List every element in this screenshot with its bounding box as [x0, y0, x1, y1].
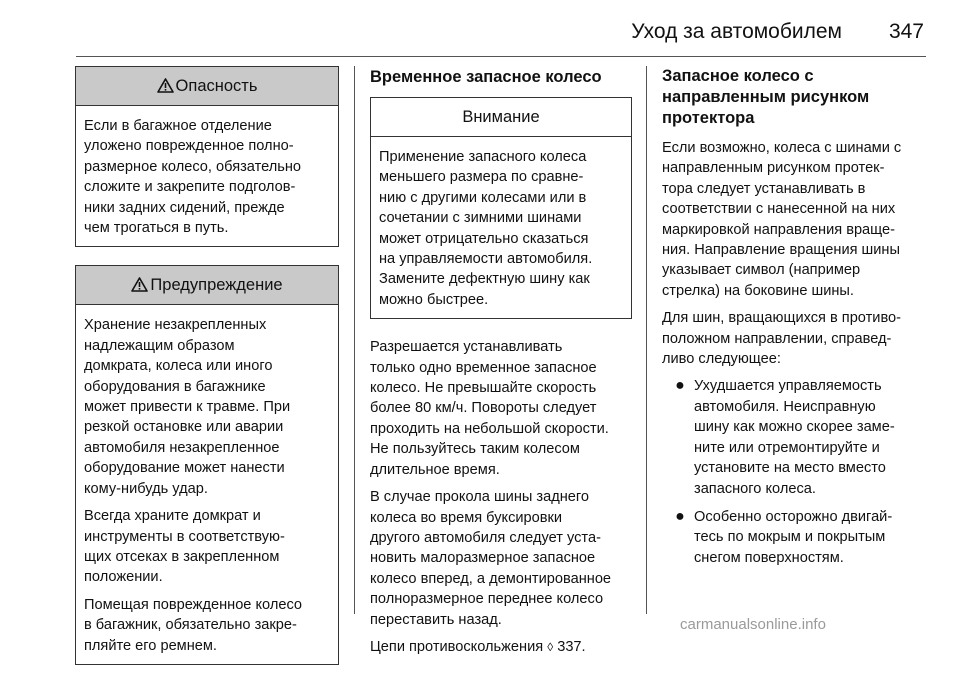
warning-box-body: [76, 305, 338, 664]
section-title-directional-spare: Запасное колесо с направленным рисунком протектора: [662, 67, 870, 127]
warning-paragraph-2: Всегда храните домкрат и инструменты в соответствую- щих отсеках в закрепленном положении.: [84, 508, 285, 586]
list-item: [662, 376, 926, 498]
warning-box: [75, 265, 339, 665]
warning-paragraph-1: Хранение незакрепленных надлежащим образом домкрата, колеса или иного оборудования в багажнике может привести к травме. При резкой остановке или аварии автомобиля незакрепленное оборудование может нанести кому-нибудь удар.: [84, 317, 291, 497]
column-2: [370, 66, 632, 664]
body-paragraph-3: Если возможно, колеса с шинами с направленным рисунком протек- тора следует устанавливать в соответствии с нанесенной на них маркировкой направления враще- ния. Направление вращения шины указывает символ (например стрелка) на боковине шины.: [662, 140, 902, 299]
warning-paragraph-3: Помещая поврежденное колесо в багажник, обязательно закре- пляйте его ремнем.: [84, 596, 303, 654]
attention-box: [370, 97, 632, 319]
chains-page-link[interactable]: 337.: [557, 638, 586, 655]
danger-box-header: [76, 67, 338, 106]
body-paragraph-4: Для шин, вращающихся в противо- положном направлении, справед- ливо следующее:: [662, 310, 902, 368]
body-paragraph-2: В случае прокола шины заднего колеса во время буксировки другого автомобиля следует уста- новить малоразмерное запасное колесо вперед, а демонтированное полноразмерное переднее колесо переставить назад.: [370, 489, 612, 628]
column-1: [75, 66, 339, 683]
chains-text: Цепи противоскольжения: [370, 638, 544, 655]
list-item-text: Особенно осторожно двигай- тесь по мокрым и покрытым снегом поверхностям.: [694, 508, 893, 566]
bullet-icon: ●: [675, 377, 685, 395]
danger-box-body: [76, 106, 338, 246]
attention-box-body: [371, 137, 631, 318]
watermark: carmanualsonline.info: [680, 616, 826, 633]
attention-paragraph: Применение запасного колеса меньшего размера по сравне- нию с другими колесами или в сочетании с зимними шинами может отрицательно сказаться на управляемости автомобиля. Замените дефектную шину как можно быстрее.: [379, 149, 593, 308]
attention-box-header: Внимание: [371, 98, 631, 137]
danger-paragraph: Если в багажное отделение уложено поврежденное полно- размерное колесо, обязательно сложите и закрепите подголов- ники задних сидений, прежде чем трогаться в путь.: [84, 118, 302, 237]
column-divider-2: [646, 66, 647, 614]
list-item-text: Ухудшается управляемость автомобиля. Неисправную шину как можно скорее заме- ните или отремонтируйте и установите на место вместо запасного колеса.: [694, 378, 895, 497]
list-item: [662, 507, 926, 568]
warning-title: Предупреждение: [150, 276, 283, 295]
page-title: Уход за автомобилем: [631, 20, 842, 43]
column-divider-1: [354, 66, 355, 614]
danger-box: [75, 66, 339, 247]
warning-triangle-icon: [131, 277, 148, 292]
header-rule: [76, 56, 926, 57]
chains-reference: [370, 637, 632, 657]
bullet-icon: ●: [675, 507, 685, 525]
column-3: [662, 66, 926, 576]
body-paragraph-1: Разрешается устанавливать только одно временное запасное колесо. Не превышайте скорость более 80 км/ч. Повороты следует проходить на небольшой скорости. Не пользуйтесь таким колесом длительное время.: [370, 339, 609, 478]
bullet-list: [662, 376, 926, 568]
reference-arrow-icon: ◊: [547, 639, 554, 654]
danger-title: Опасность: [175, 77, 258, 95]
warning-box-header: [76, 266, 338, 305]
page-number: 347: [888, 20, 924, 43]
section-title-temporary-spare: Временное запасное колесо: [370, 68, 602, 86]
page-header: [0, 0, 960, 58]
warning-triangle-icon: [157, 78, 174, 93]
